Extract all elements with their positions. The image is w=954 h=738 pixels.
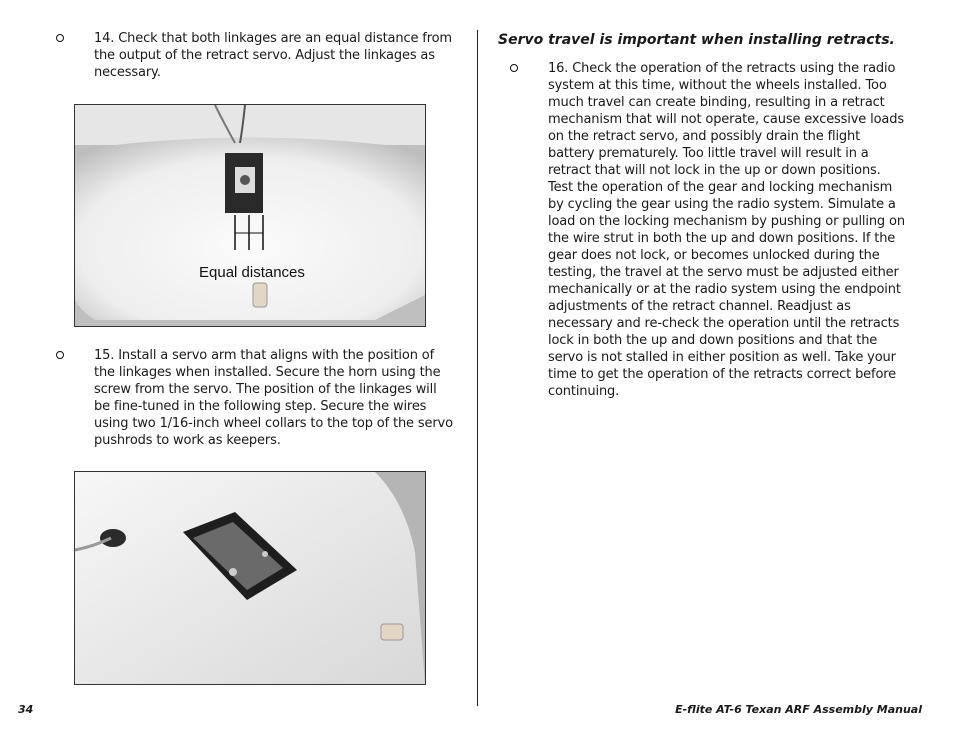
section-heading: Servo travel is important when installing retracts.: [498, 32, 895, 48]
page-number: 34: [18, 703, 34, 716]
servo-installed-photo: [75, 472, 425, 684]
wing-servo-photo: [75, 105, 425, 326]
step-15-text: 15. Install a servo arm that aligns with the position of the linkages when installed. Secure the horn using the screw from the servo. The position of the linkages will be fine-tuned in the following step. Secure the wires using two 1/16-inch wheel collars to the top of the servo pushrods to work as keepers.: [94, 348, 453, 448]
left-column-lower: [54, 347, 454, 449]
left-column: [54, 30, 454, 81]
photo-caption: Equal distances: [199, 264, 305, 281]
step-14-text: 14. Check that both linkages are an equal distance from the output of the retract servo. Adjust the linkages as necessary.: [94, 31, 452, 80]
step-16: [498, 60, 908, 400]
checkbox-bullet-icon: [510, 64, 518, 72]
photo-equal-distances: [74, 104, 426, 327]
step-15: [54, 347, 454, 449]
manual-title: E-flite AT-6 Texan ARF Assembly Manual: [675, 703, 922, 716]
step-16-text: 16. Check the operation of the retracts using the radio system at this time, without the wheels installed. Too much travel can create binding, resulting in a retract mechanism that will not operate, cause excessive loads on the retract servo, and possibly drain the flight battery prematurely. Too little travel will result in a retract that will not lock in the up or down positions. Test the operation of the gear and locking mechanism by cycling the gear using the radio system. Simulate a load on the locking mechanism by pushing or pulling on the wire strut in both the up and down positions. If the gear does not lock, or becomes unlocked during the testing, the travel at the servo must be adjusted either mechanically or at the radio system using the endpoint adjustments of the retract channel. Readjust as necessary and re-check the operation until the retracts lock in both the up and down positions and that the servo is not stalled in either position as well. Take your time to get the operation of the retracts correct before continuing.: [548, 61, 905, 399]
right-column: [498, 32, 908, 400]
checkbox-bullet-icon: [56, 351, 64, 359]
step-14: [54, 30, 454, 81]
photo-servo-installed: [74, 471, 426, 685]
checkbox-bullet-icon: [56, 34, 64, 42]
column-divider: [477, 30, 478, 706]
